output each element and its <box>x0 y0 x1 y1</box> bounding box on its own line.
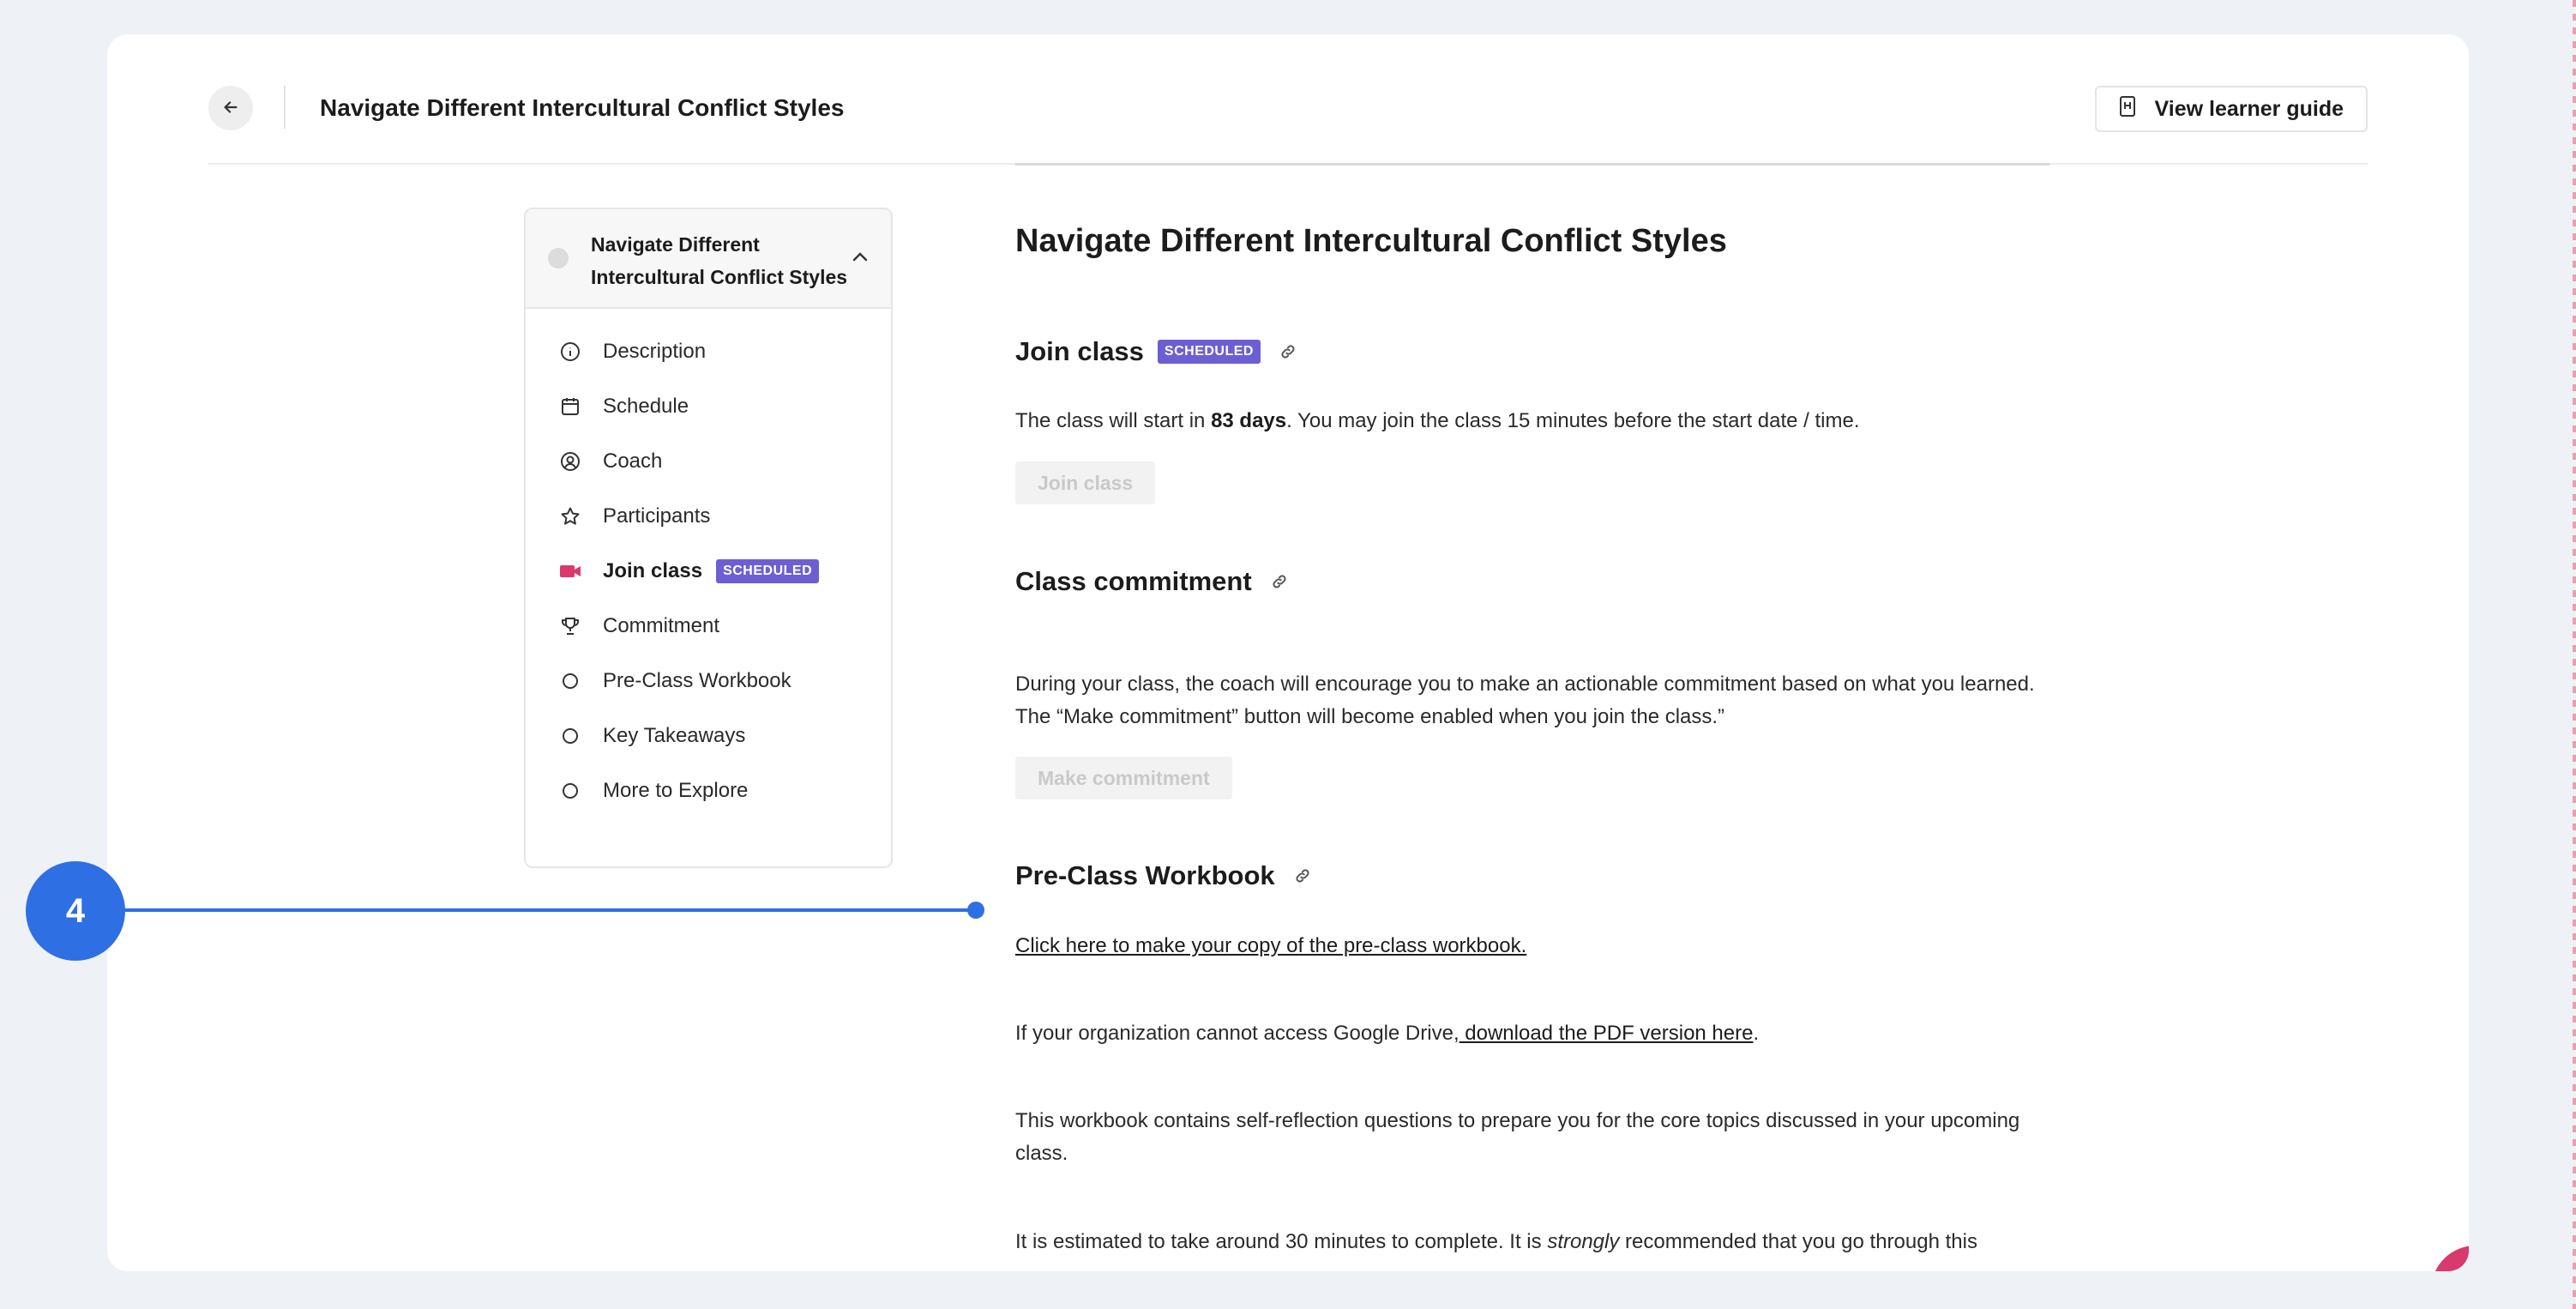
circle-icon <box>558 669 582 693</box>
header-title: Navigate Different Intercultural Conflict Styles <box>320 94 845 121</box>
drive-text-end: . <box>1753 1022 1760 1045</box>
pdf-download-link[interactable]: download the PDF version here <box>1459 1022 1754 1045</box>
circle-icon <box>558 779 582 803</box>
join-class-heading-text: Join class <box>1015 336 1144 366</box>
days-until-start: 83 days <box>1211 409 1287 432</box>
class-commitment-heading <box>1015 566 1288 597</box>
video-camera-icon <box>558 559 582 583</box>
annotation-connector-line <box>120 908 976 912</box>
annotation-target-dot <box>967 902 984 919</box>
progress-dot-icon <box>548 248 569 268</box>
sidebar-item-label: Commitment <box>603 614 720 637</box>
class-commitment-text: During your class, the coach will encourage you to make an actionable commitment based on what you learned. The “Make commitment” button will become enabled when you join the class.” <box>1015 673 2035 728</box>
estimate-text-end: recommended that you go through this <box>1619 1230 1977 1253</box>
sidebar-item-label: Coach <box>603 449 663 473</box>
page-title: Navigate Different Intercultural Conflict Styles <box>1015 223 1727 259</box>
join-text-end: . You may join the class 15 minutes before the start date / time. <box>1286 409 1860 432</box>
join-class-text <box>1015 405 2044 437</box>
sidebar-list <box>526 309 891 818</box>
course-outline-sidebar <box>524 208 893 868</box>
calendar-icon <box>558 395 582 419</box>
workbook-estimate <box>1015 1226 2044 1258</box>
user-circle-icon <box>558 449 582 474</box>
star-icon <box>558 504 582 528</box>
view-learner-guide-button[interactable] <box>2095 86 2368 132</box>
link-icon[interactable] <box>1294 867 1311 884</box>
workbook-copy-link[interactable]: Click here to make your copy of the pre-class workbook. <box>1015 934 1527 957</box>
sidebar-item-label: Schedule <box>603 395 689 418</box>
sidebar-item-label: Participants <box>603 504 711 528</box>
class-commitment-heading-text: Class commitment <box>1015 566 1252 596</box>
workbook-description: This workbook contains self-reflection questions to prepare you for the core topics discussed in your upcoming class. <box>1015 1109 2020 1165</box>
sidebar-item-label: Pre-Class Workbook <box>603 669 791 692</box>
chevron-up-icon[interactable] <box>852 250 869 267</box>
back-button[interactable] <box>208 86 253 130</box>
drive-text: If your organization cannot access Google Drive, <box>1015 1022 1460 1045</box>
join-class-heading <box>1015 336 1297 367</box>
workbook-copy-paragraph <box>1015 930 2044 962</box>
arrow-left-icon <box>221 98 240 119</box>
status-badge: SCHEDULED <box>1158 340 1261 364</box>
content-card <box>107 34 2469 1271</box>
make-commitment-button[interactable]: Make commitment <box>1015 757 1232 799</box>
sidebar-item-label: Join class <box>603 559 703 582</box>
sidebar-item-coach[interactable] <box>526 434 891 489</box>
sidebar-item-more-to-explore[interactable] <box>526 763 891 818</box>
sidebar-item-label: More to Explore <box>603 779 749 802</box>
header-divider <box>284 86 286 129</box>
sidebar-item-participants[interactable] <box>526 489 891 544</box>
sidebar-item-key-takeaways[interactable] <box>526 709 891 763</box>
join-text-start: The class will start in <box>1015 409 1212 432</box>
annotation-marker: 4 <box>26 861 125 961</box>
pre-class-workbook-heading <box>1015 860 1311 891</box>
link-icon[interactable] <box>1279 343 1297 360</box>
sidebar-item-commitment[interactable] <box>526 599 891 654</box>
status-badge: SCHEDULED <box>716 559 819 583</box>
estimate-emphasis: strongly <box>1547 1230 1620 1253</box>
info-icon <box>558 340 582 364</box>
sidebar-item-label: Key Takeaways <box>603 724 746 747</box>
view-learner-guide-label: View learner guide <box>2154 96 2344 121</box>
sidebar-header[interactable] <box>526 209 891 309</box>
sidebar-item-pre-class-workbook[interactable] <box>526 654 891 709</box>
content-top-rule <box>1015 163 2049 166</box>
join-class-button[interactable]: Join class <box>1015 461 1155 504</box>
sidebar-item-description[interactable] <box>526 324 891 379</box>
link-icon[interactable] <box>1271 573 1288 590</box>
notebook-icon <box>2117 95 2138 124</box>
sidebar-title: Navigate Different Intercultural Conflict Styles <box>591 233 848 288</box>
estimate-text-start: It is estimated to take around 30 minutes to complete. It is <box>1015 1230 1548 1253</box>
help-chat-button[interactable] <box>2431 1246 2469 1271</box>
circle-icon <box>558 724 582 748</box>
sidebar-item-schedule[interactable] <box>526 379 891 434</box>
page-edge-marker <box>2573 0 2576 1309</box>
pre-class-workbook-heading-text: Pre-Class Workbook <box>1015 860 1275 890</box>
sidebar-item-label: Description <box>603 340 707 363</box>
sidebar-item-join-class[interactable] <box>526 544 891 599</box>
trophy-icon <box>558 614 582 638</box>
pdf-download-paragraph <box>1015 1017 2044 1050</box>
